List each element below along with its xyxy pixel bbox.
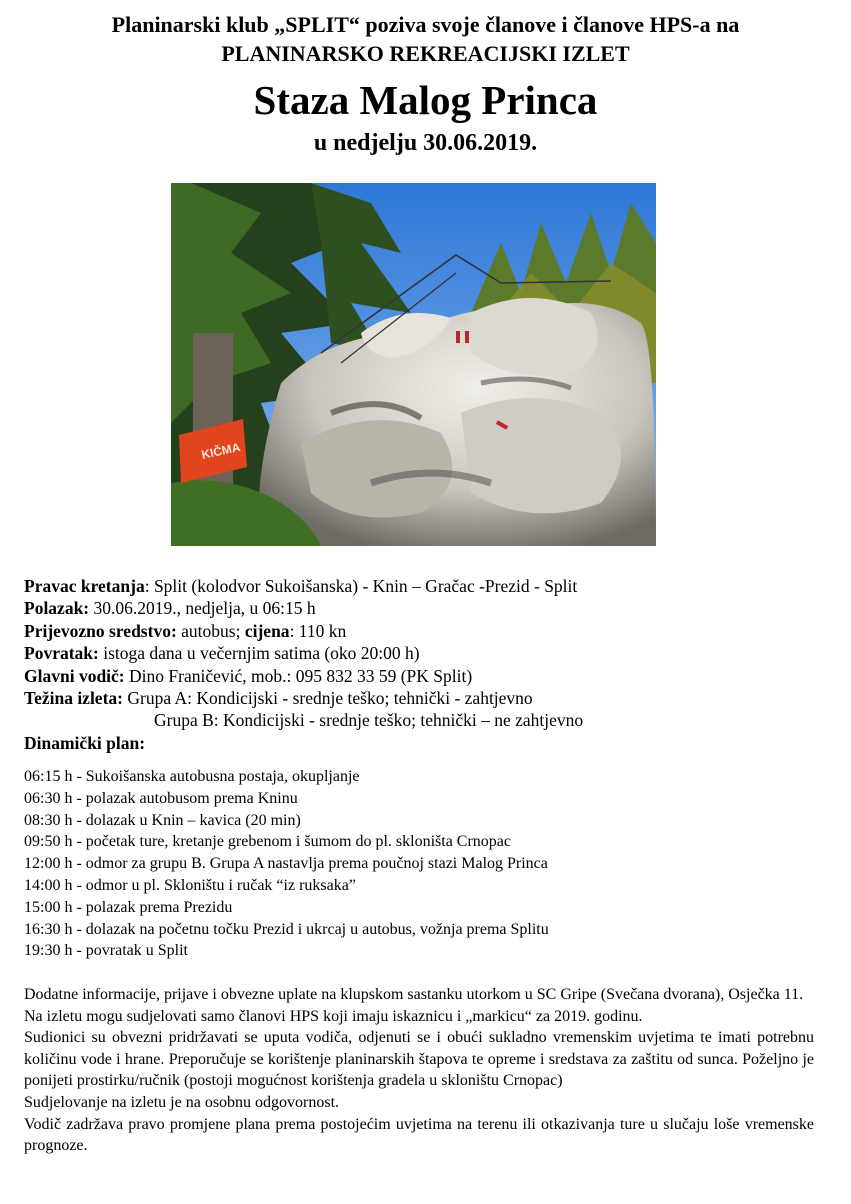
difficulty-label: Težina izleta: [24, 688, 123, 709]
transport-value: autobus; [176, 620, 245, 641]
route-label: Pravac kretanja [24, 576, 145, 596]
note-paragraph: Dodatne informacije, prijave i obvezne uplate na klupskom sastanku utorkom u SC Gripe (Svečana dvorana), Osječka 11. [24, 986, 804, 1003]
return-value: istoga dana u večernjim satima (oko 20:00 h) [98, 643, 420, 664]
trail-photo [171, 183, 656, 546]
plan-label: Dinamički plan: [24, 732, 146, 753]
event-date: u nedjelju 30.06.2019. [313, 130, 538, 156]
header-line-2: PLANINARSKO REKREACIJSKI IZLET [221, 41, 630, 66]
info-return [24, 642, 834, 664]
info-transport [24, 620, 834, 642]
price-value: : 110 kn [289, 620, 347, 641]
info-guide [24, 665, 834, 687]
plan-item: 09:50 h - početak ture, kretanje grebenom i šumom do pl. skloništa Crnopac [24, 833, 511, 851]
info-difficulty [24, 687, 834, 709]
dynamic-plan [24, 766, 834, 962]
info-difficulty-b [24, 709, 834, 731]
route-value: : Split (kolodvor Sukoišanska) - Knin – Gračac -Prezid - Split [144, 576, 578, 596]
note-paragraph: Vodič zadržava pravo promjene plana prema postojećim uvjetima na terenu ili otkazivanja ture u slučaju loše vremenske prognoze. [24, 1115, 814, 1155]
plan-item: 08:30 h - dolazak u Knin – kavica (20 min) [24, 811, 301, 829]
plan-item: 06:15 h - Sukoišanska autobusna postaja, okupljanje [24, 768, 360, 785]
plan-item: 19:30 h - povratak u Split [24, 942, 188, 960]
departure-value: 30.06.2019., nedjelja, u 06:15 h [89, 598, 316, 619]
difficulty-group-a: Grupa A: Kondicijski - srednje teško; tehnički - zahtjevno [122, 688, 533, 709]
note-paragraph: Sudjelovanje na izletu je na osobnu odgovornost. [24, 1093, 340, 1111]
header-line-1: Planinarski klub „SPLIT“ poziva svoje članove i članove HPS-a na [111, 12, 740, 37]
page-title: Staza Malog Princa [253, 77, 598, 123]
trail-sign-text: KIČMA [200, 440, 242, 462]
info-plan-heading [24, 732, 834, 754]
note-paragraph: Sudionici su obvezni pridržavati se uputa vodiča, odjenuti se i obući sukladno vremenskim uvjetima te imati potrebnu količinu vode i hrane. Preporučuje se korištenje planinarskih štapova te opreme i sredstava za zaštitu od sunca. Poželjno je ponijeti prostirku/ručnik (postoji mogućnost korištenja gradela u skloništu Crnopac) [24, 1029, 814, 1090]
price-label: cijena [244, 620, 290, 641]
trip-info [24, 575, 834, 754]
info-departure [24, 597, 834, 619]
plan-item: 16:30 h - dolazak na početnu točku Prezid i ukrcaj u autobus, vožnja prema Splitu [24, 920, 549, 938]
plan-item: 14:00 h - odmor u pl. Skloništu i ručak “iz ruksaka” [24, 876, 356, 894]
guide-value: Dino Franičević, mob.: 095 832 33 59 (PK Split) [124, 665, 473, 686]
plan-item: 06:30 h - polazak autobusom prema Kninu [24, 789, 298, 807]
info-route [24, 575, 834, 597]
transport-label: Prijevozno sredstvo: [24, 620, 177, 641]
plan-item: 15:00 h - polazak prema Prezidu [24, 898, 233, 916]
note-paragraph: Na izletu mogu sudjelovati samo članovi HPS koji imaju iskaznicu i „markicu“ za 2019. godinu. [24, 1007, 643, 1025]
difficulty-group-b: Grupa B: Kondicijski - srednje teško; tehnički – ne zahtjevno [154, 710, 584, 731]
return-label: Povratak: [24, 643, 99, 664]
guide-label: Glavni vodič: [24, 665, 125, 686]
additional-notes [24, 984, 814, 1157]
plan-item: 12:00 h - odmor za grupu B. Grupa A nastavlja prema poučnoj stazi Malog Princa [24, 855, 548, 873]
departure-label: Polazak: [24, 598, 90, 619]
